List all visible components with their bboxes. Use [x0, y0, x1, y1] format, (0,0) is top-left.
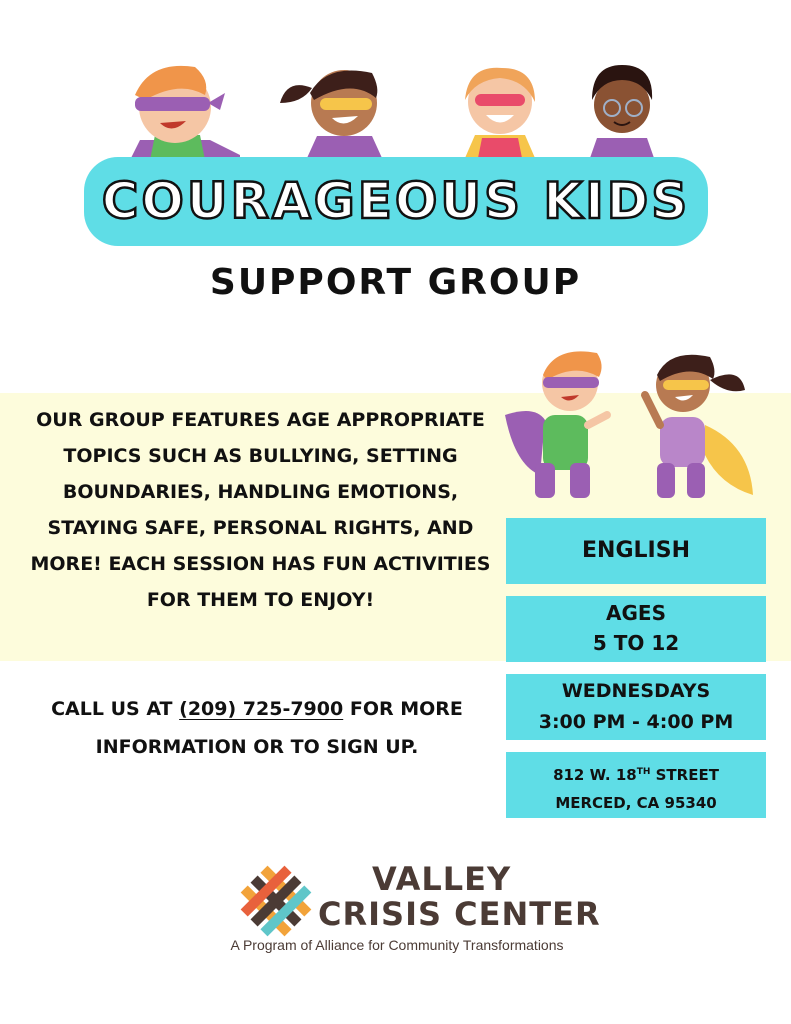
ages-box	[506, 596, 766, 662]
contact-text	[22, 690, 492, 766]
page-title: COURAGEOUS KIDS	[101, 172, 691, 230]
lattice-logo-icon	[235, 860, 317, 942]
language-box	[506, 518, 766, 584]
address-street: 812 W. 18TH STREET	[553, 766, 719, 784]
ages-label: AGES	[606, 601, 666, 625]
superhero-boy-illustration	[100, 55, 250, 160]
logo-tagline: A Program of Alliance for Community Transformations	[230, 937, 564, 953]
schedule-time: 3:00 PM - 4:00 PM	[538, 711, 734, 733]
description-text: OUR GROUP FEATURES AGE APPROPRIATE TOPICS SUCH AS BULLYING, SETTING BOUNDARIES, HANDLING EMOTIONS, STAYING SAFE, PERSONAL RIGHTS, AND MORE! EACH SESSION HAS FUN ACTIVITIES FOR THEM TO ENJOY!	[30, 409, 491, 611]
flying-superhero-boy-illustration	[505, 345, 630, 505]
page-subtitle: SUPPORT GROUP	[209, 262, 582, 303]
logo-text-line1: VALLEY	[372, 860, 512, 898]
superhero-girl-illustration-1	[272, 58, 412, 158]
contact-prefix: CALL US AT	[51, 698, 173, 720]
flying-superhero-girl-illustration	[635, 345, 760, 505]
superhero-boy-glasses-illustration	[582, 60, 662, 158]
logo-text-line2: CRISIS CENTER	[318, 895, 601, 933]
ages-value: 5 TO 12	[592, 631, 680, 655]
schedule-box	[506, 674, 766, 740]
address-box	[506, 752, 766, 818]
superhero-girl-illustration-2	[440, 60, 560, 158]
phone-link[interactable]: (209) 725-7900	[179, 698, 344, 720]
contact-suffix: FOR MORE INFORMATION OR TO SIGN UP.	[95, 698, 463, 758]
address-city: MERCED, CA 95340	[555, 794, 717, 812]
language-label: ENGLISH	[582, 538, 690, 563]
schedule-day: WEDNESDAYS	[561, 680, 711, 702]
